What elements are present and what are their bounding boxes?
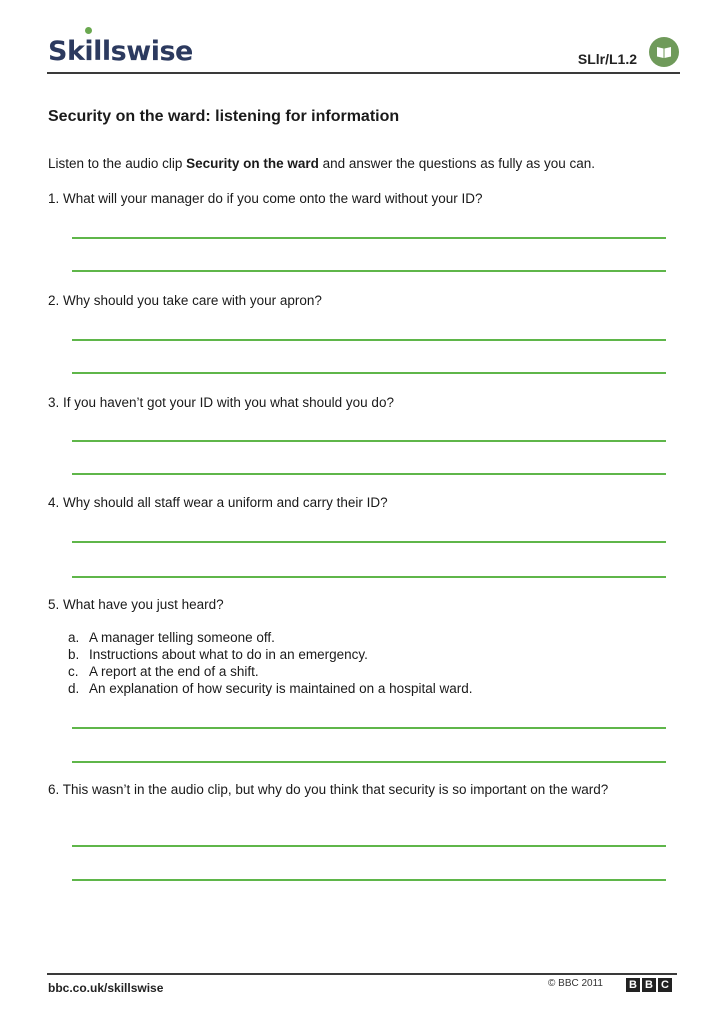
option-d[interactable]: d. An explanation of how security is maintained on a hospital ward. — [68, 681, 473, 696]
question-2: 2. Why should you take care with your apron? — [48, 293, 322, 308]
answer-line[interactable] — [72, 879, 666, 881]
option-a[interactable]: a. A manager telling someone off. — [68, 630, 275, 645]
answer-line[interactable] — [72, 727, 666, 729]
answer-line[interactable] — [72, 576, 666, 578]
answer-line[interactable] — [72, 237, 666, 239]
answer-line[interactable] — [72, 845, 666, 847]
option-b[interactable]: b. Instructions about what to do in an emergency. — [68, 647, 368, 662]
footer-rule — [47, 973, 677, 975]
header-rule — [47, 72, 680, 74]
bbc-letter: B — [642, 978, 656, 992]
answer-line[interactable] — [72, 761, 666, 763]
bbc-letter: C — [658, 978, 672, 992]
answer-line[interactable] — [72, 473, 666, 475]
answer-line[interactable] — [72, 440, 666, 442]
skillswise-logo — [48, 36, 193, 67]
worksheet-code: SLlr/L1.2 — [577, 51, 637, 67]
bbc-logo — [626, 978, 672, 992]
answer-line[interactable] — [72, 541, 666, 543]
page-title: Security on the ward: listening for information — [48, 108, 400, 125]
answer-options — [68, 629, 472, 697]
answer-line[interactable] — [72, 270, 666, 272]
answer-line[interactable] — [72, 372, 666, 374]
question-3: 3. If you haven’t got your ID with you what should you do? — [48, 395, 394, 410]
question-1: 1. What will your manager do if you come onto the ward without your ID? — [48, 191, 483, 206]
book-icon — [649, 37, 679, 67]
footer-url[interactable]: bbc.co.uk/skillswise — [48, 981, 164, 995]
option-c[interactable]: c. A report at the end of a shift. — [68, 664, 259, 679]
question-5: 5. What have you just heard? — [48, 597, 224, 612]
question-4: 4. Why should all staff wear a uniform and carry their ID? — [48, 495, 388, 510]
audio-clip-name: Security on the ward — [186, 156, 319, 171]
copyright: © BBC 2011 — [548, 978, 603, 989]
question-6: 6. This wasn’t in the audio clip, but why do you think that security is so important on the ward? — [48, 782, 609, 797]
bbc-letter: B — [626, 978, 640, 992]
answer-line[interactable] — [72, 339, 666, 341]
logo-text: Ski llswise — [48, 36, 193, 67]
intro-text: Listen to the audio clip Security on the ward and answer the questions as fully as you can. — [48, 156, 596, 171]
